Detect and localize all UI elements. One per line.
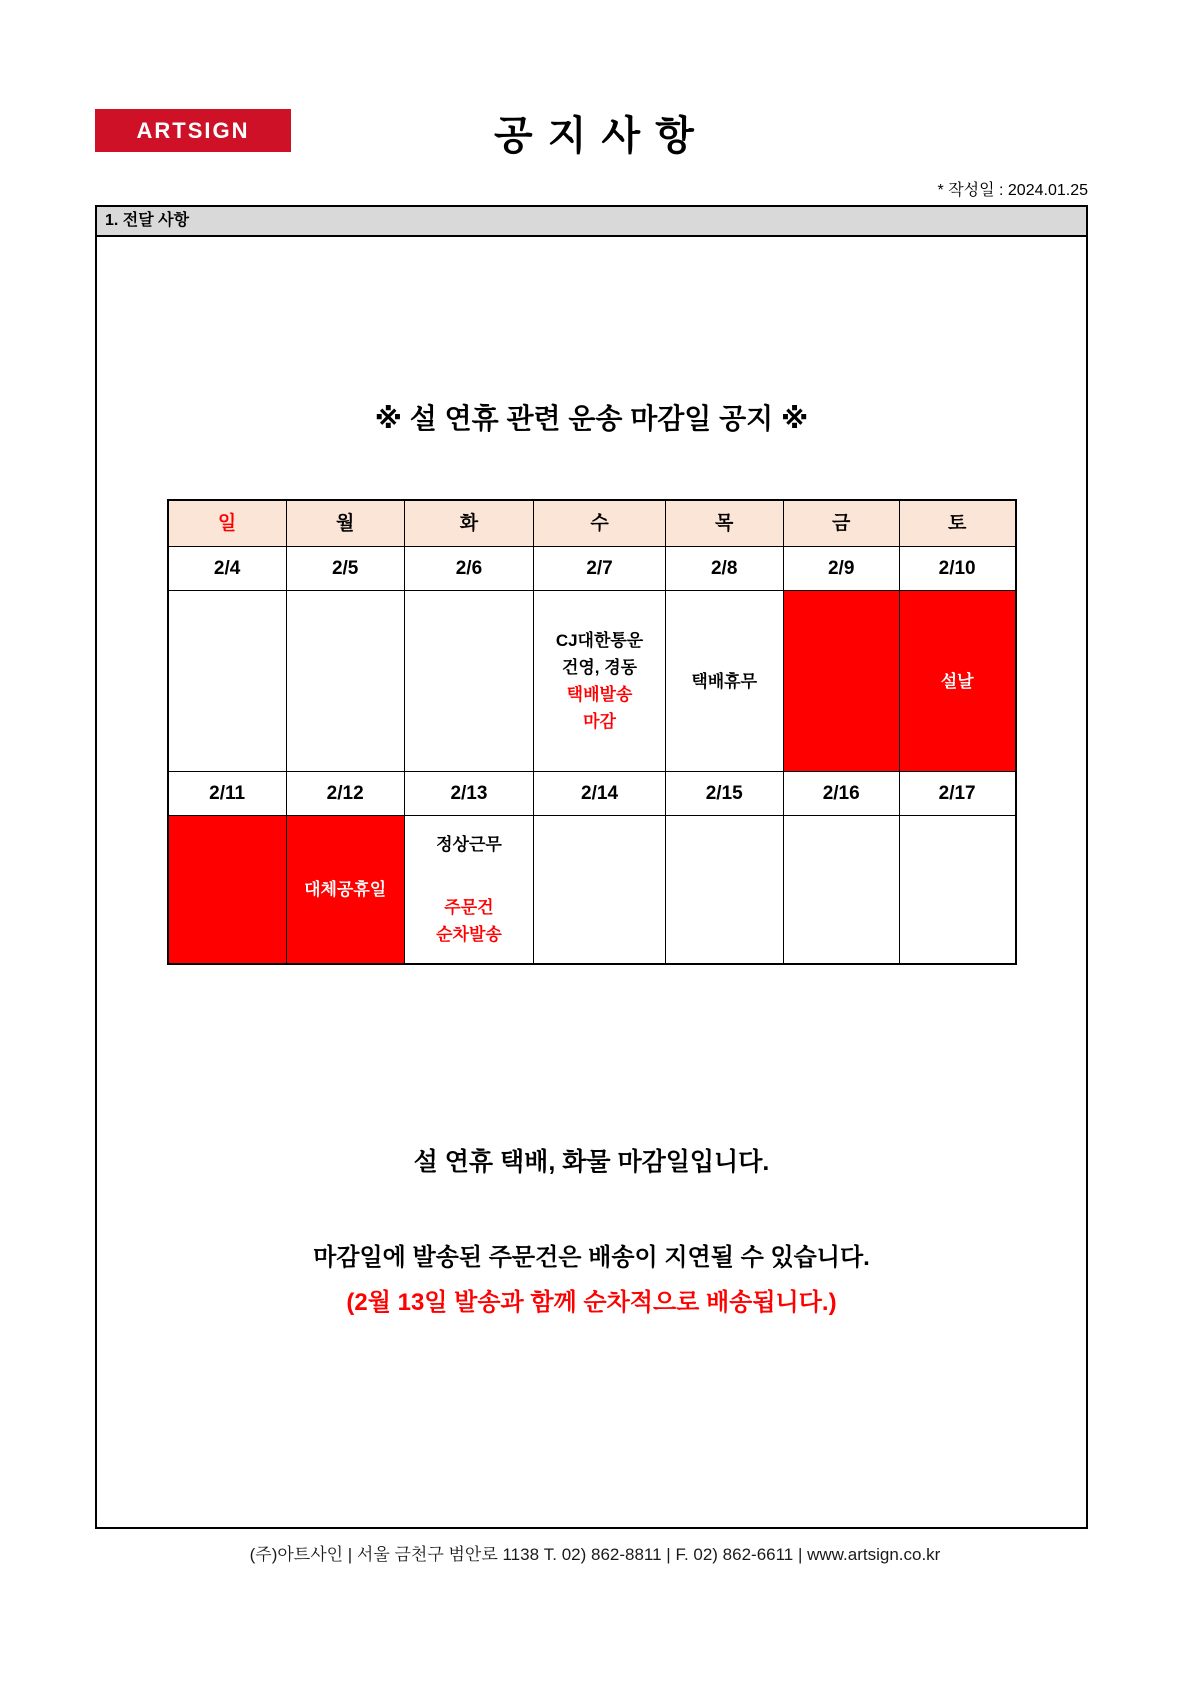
calendar-cell [534,816,665,965]
calendar-cell-text: 2/7 [586,558,613,579]
calendar-cell [168,772,287,816]
calendar-cell [665,500,783,547]
calendar-cell-text: 2/17 [938,783,976,804]
calendar-cell [665,591,783,772]
calendar-cell-text: 2/8 [710,558,738,579]
content-row-week2 [168,816,1016,965]
calendar-cell [404,500,534,547]
calendar-cell-text: 순차발송 [436,925,502,944]
calendar-cell [286,547,404,591]
calendar-cell [665,772,783,816]
calendar-cell-text: 화 [459,513,479,534]
content-box [95,205,1088,1529]
calendar-cell [404,547,534,591]
calendar-cell-text: 2/12 [326,783,364,804]
calendar-cell-text: 2/10 [938,558,976,579]
date-row-week2 [168,772,1016,816]
calendar-cell [783,591,899,772]
calendar-cell-text: 2/9 [827,558,855,579]
calendar-cell [168,547,287,591]
calendar-cell [286,500,404,547]
calendar-cell [665,547,783,591]
calendar-cell [286,816,404,965]
calendar-cell-text: 정상근무 [436,835,502,854]
message-line-3: (2월 13일 발송과 함께 순차적으로 배송됩니다.) [346,1289,837,1316]
calendar-cell [783,547,899,591]
calendar-cell-text: 주문건 [444,898,494,917]
calendar-cell [404,591,534,772]
calendar-cell-text: 2/5 [331,558,359,579]
message-line-2: 마감일에 발송된 주문건은 배송이 지연될 수 있습니다. [313,1244,870,1271]
calendar-cell [168,591,287,772]
calendar-cell-text: 2/4 [213,558,241,579]
calendar-cell-text: 대체공휴일 [304,880,387,899]
calendar-cell [404,772,534,816]
calendar-cell [899,772,1015,816]
calendar-cell [534,547,665,591]
calendar-cell [899,547,1015,591]
calendar-cell [534,500,665,547]
calendar-cell-text: 설날 [940,671,974,691]
date-row-week1 [168,547,1016,591]
calendar-cell-text: 수 [590,513,609,534]
calendar-cell-text: 2/14 [581,783,619,804]
calendar-cell-text: 토 [947,513,967,534]
calendar-cell [783,500,899,547]
weekday-header-row [168,500,1016,547]
calendar-cell-text: 월 [335,513,355,534]
calendar-cell [286,591,404,772]
calendar-cell [783,772,899,816]
calendar-cell [168,816,287,965]
calendar-cell-text: 건영, 경동 [561,658,638,677]
calendar-cell [899,816,1015,965]
content-row-week1 [168,591,1016,772]
calendar-cell [286,772,404,816]
section-header: 1. 전달 사항 [97,207,1086,237]
calendar-cell-text: 2/16 [822,783,860,804]
calendar-cell [404,816,534,965]
calendar-cell-text: 택배발송 [566,685,633,704]
calendar-cell-text: 목 [715,513,734,534]
section-body [97,237,1086,1526]
calendar-cell-text: 일 [217,513,237,534]
notice-title: ※ 설 연휴 관련 운송 마감일 공지 ※ [374,403,809,434]
calendar-cell [783,816,899,965]
calendar-cell-text: 2/15 [705,783,743,804]
calendar-cell-text: 금 [832,513,851,534]
page-title: 공 지 사 항 [494,114,696,158]
message-line-1: 설 연휴 택배, 화물 마감일입니다. [413,1148,770,1176]
calendar-cell [168,500,287,547]
calendar-cell [899,591,1015,772]
footer-contact-info: (주)아트사인 | 서울 금천구 범안로 1138 T. 02) 862-8811 | F. 02) 862-6611 | www.artsign.co.kr [249,1545,941,1564]
calendar-cell-text: 2/11 [209,783,246,804]
calendar-cell [665,816,783,965]
calendar-cell [534,772,665,816]
calendar-cell-text: CJ대한통운 [555,631,644,650]
calendar-cell-text: 2/6 [455,558,483,579]
created-date-label: * 작성일 : 2024.01.25 [937,182,1088,199]
calendar-table [167,499,1017,965]
calendar-body [168,500,1016,964]
calendar-cell-text: 2/13 [450,783,488,804]
calendar-cell [534,591,665,772]
calendar-cell-text: 마감 [583,712,616,731]
artsign-logo: ARTSIGN [95,109,291,152]
calendar-cell-text: 택배휴무 [691,671,758,691]
calendar-cell [899,500,1015,547]
calendar-cell-spacer [405,858,534,894]
